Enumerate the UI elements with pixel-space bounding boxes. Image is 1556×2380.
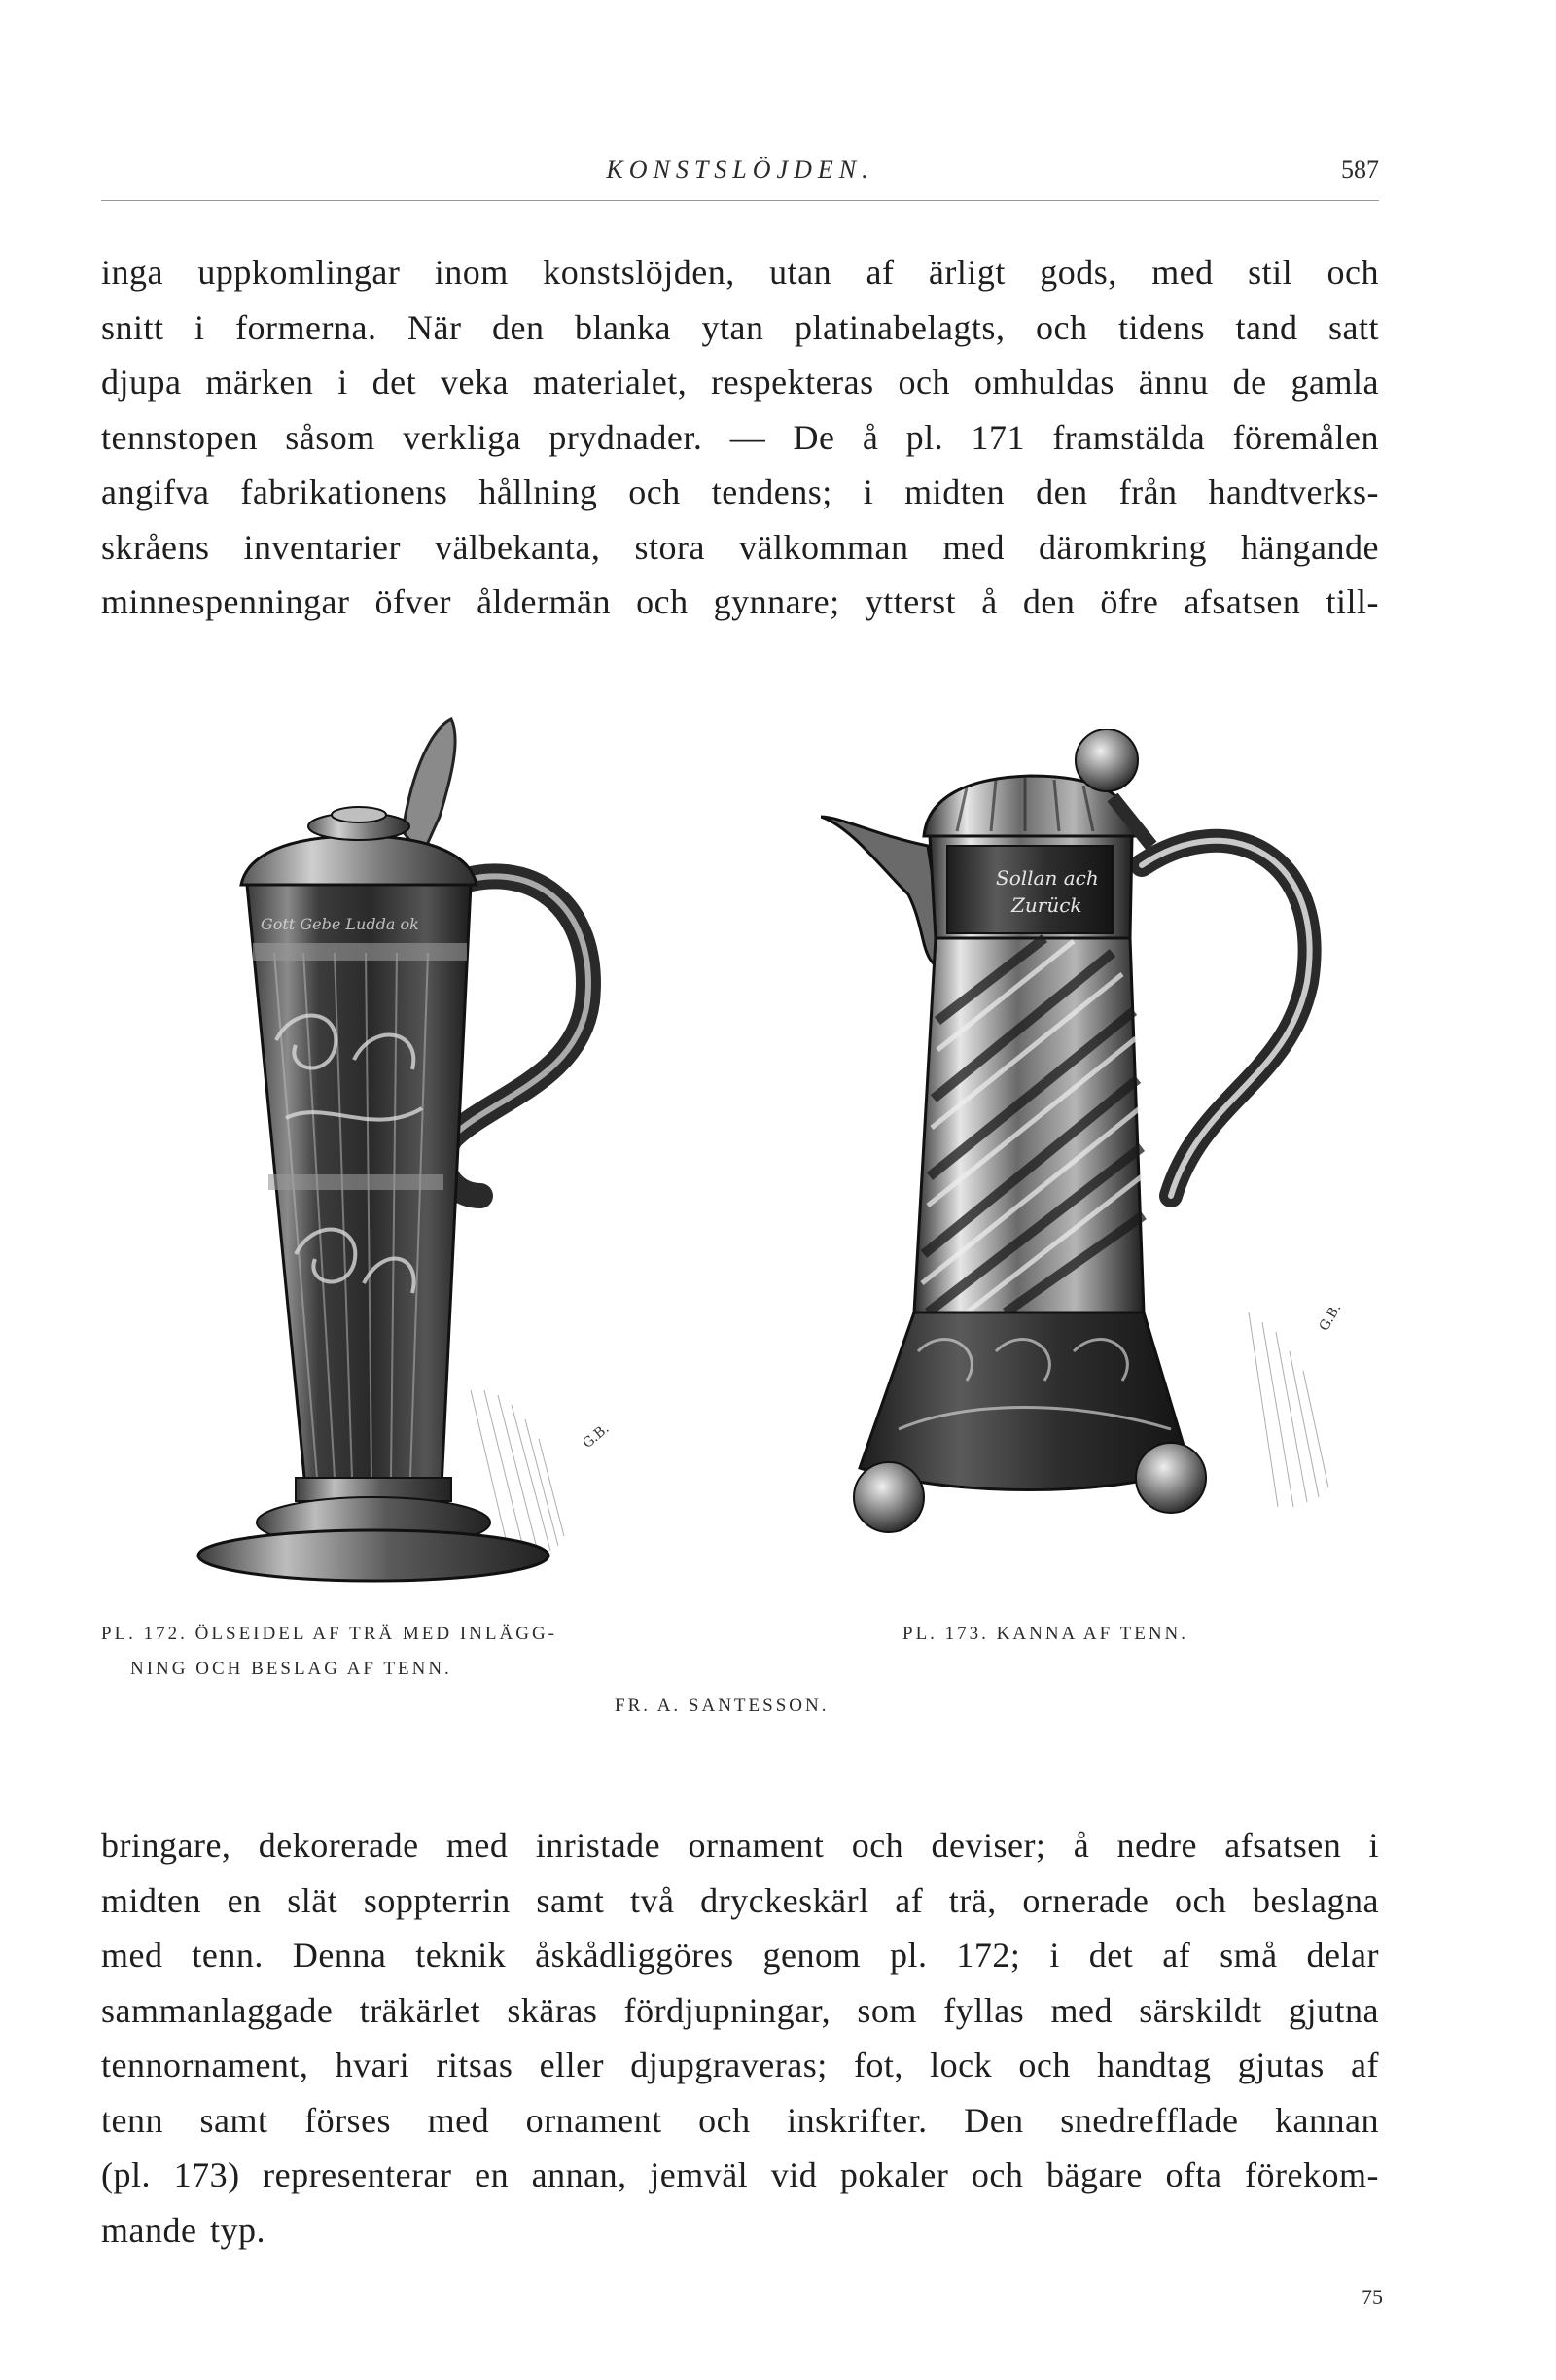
text-line: tennornament, hvari ritsas eller djupgraveras; fot, lock och handtag gjutas af xyxy=(101,2046,1379,2084)
ball-foot xyxy=(854,1462,924,1532)
text-line: inga uppkomlingar inom konstslöjden, utan af ärligt gods, med stil och xyxy=(101,253,1379,292)
jug-illustration xyxy=(821,729,1385,1585)
text-line: (pl. 173) representerar en annan, jemväl vid pokaler och bägare ofta förekom- xyxy=(101,2155,1379,2194)
tankard-inscription: Gott Gebe Ludda ok xyxy=(261,915,419,933)
shadow-hatching xyxy=(1249,1312,1328,1507)
folio-number: 75 xyxy=(1362,2285,1383,2309)
jug-spout xyxy=(821,817,947,972)
running-title: KONSTSLÖJDEN. xyxy=(606,156,874,184)
text-line: skråens inventarier välbekanta, stora välkomman med däromkring hängande xyxy=(101,527,1379,567)
text-line: med tenn. Denna teknik åskådliggöres genom pl. 172; i det af små delar xyxy=(101,1936,1379,1975)
caption-credit: FR. A. SANTESSON. xyxy=(615,1696,830,1716)
tankard-lid xyxy=(241,836,477,885)
text-line: bringare, dekorerade med inristade ornament och deviser; å nedre afsatsen i xyxy=(101,1826,1379,1865)
paragraph-bottom xyxy=(101,1818,1379,2258)
running-head xyxy=(101,146,1379,194)
inscription-plate xyxy=(947,846,1113,933)
text-line: tenn samt förses med ornament och inskrifter. Den snedrefflade kannan xyxy=(101,2100,1379,2140)
jug-handle xyxy=(1142,841,1310,1196)
text-line: sammanlaggade träkärlet skäras fördjupningar, som fyllas med särskildt gjutna xyxy=(101,1990,1379,2030)
text-line: angifva fabrikationens hållning och tendens; i midten den från handtverks- xyxy=(101,472,1379,511)
paragraph-top xyxy=(101,245,1379,630)
figure-captions xyxy=(101,1614,1379,1731)
text-line: djupa märken i det veka materialet, respekteras och omhuldas ännu de gamla xyxy=(101,363,1379,402)
header-rule xyxy=(101,200,1379,201)
engraver-signature: G.B. xyxy=(580,1420,613,1452)
text-line: minnespenningar öfver åldermän och gynnare; ytterst å den öfre afsatsen till- xyxy=(101,582,1379,621)
engraver-signature: G.B. xyxy=(1316,1301,1345,1334)
figure-area xyxy=(101,710,1379,1604)
caption-pl172-line2: NING OCH BESLAG AF TENN. xyxy=(130,1659,452,1679)
text-line: midten en slät soppterrin samt två dryckeskärl af trä, ornerade och beslagna xyxy=(101,1880,1379,1920)
jug-inscription-2: Zurück xyxy=(1011,893,1082,917)
caption-pl173: PL. 173. KANNA AF TENN. xyxy=(902,1624,1189,1644)
text-line: snitt i formerna. När den blanka ytan platinabelagts, och tidens tand satt xyxy=(101,307,1379,347)
jug-inscription-1: Sollan ach xyxy=(996,866,1099,890)
lid-knob xyxy=(1076,729,1138,791)
thumbpiece xyxy=(403,719,455,856)
ball-foot xyxy=(1136,1443,1206,1513)
text-line: tennstopen såsom verkliga prydnader. — De å pl. 171 framstälda föremålen xyxy=(101,417,1379,457)
page-number: 587 xyxy=(1341,156,1379,184)
text-line: mande typ. xyxy=(101,2210,265,2250)
caption-pl172-line1: PL. 172. ÖLSEIDEL AF TRÄ MED INLÄGG- xyxy=(101,1624,557,1644)
tankard-illustration xyxy=(159,710,685,1585)
